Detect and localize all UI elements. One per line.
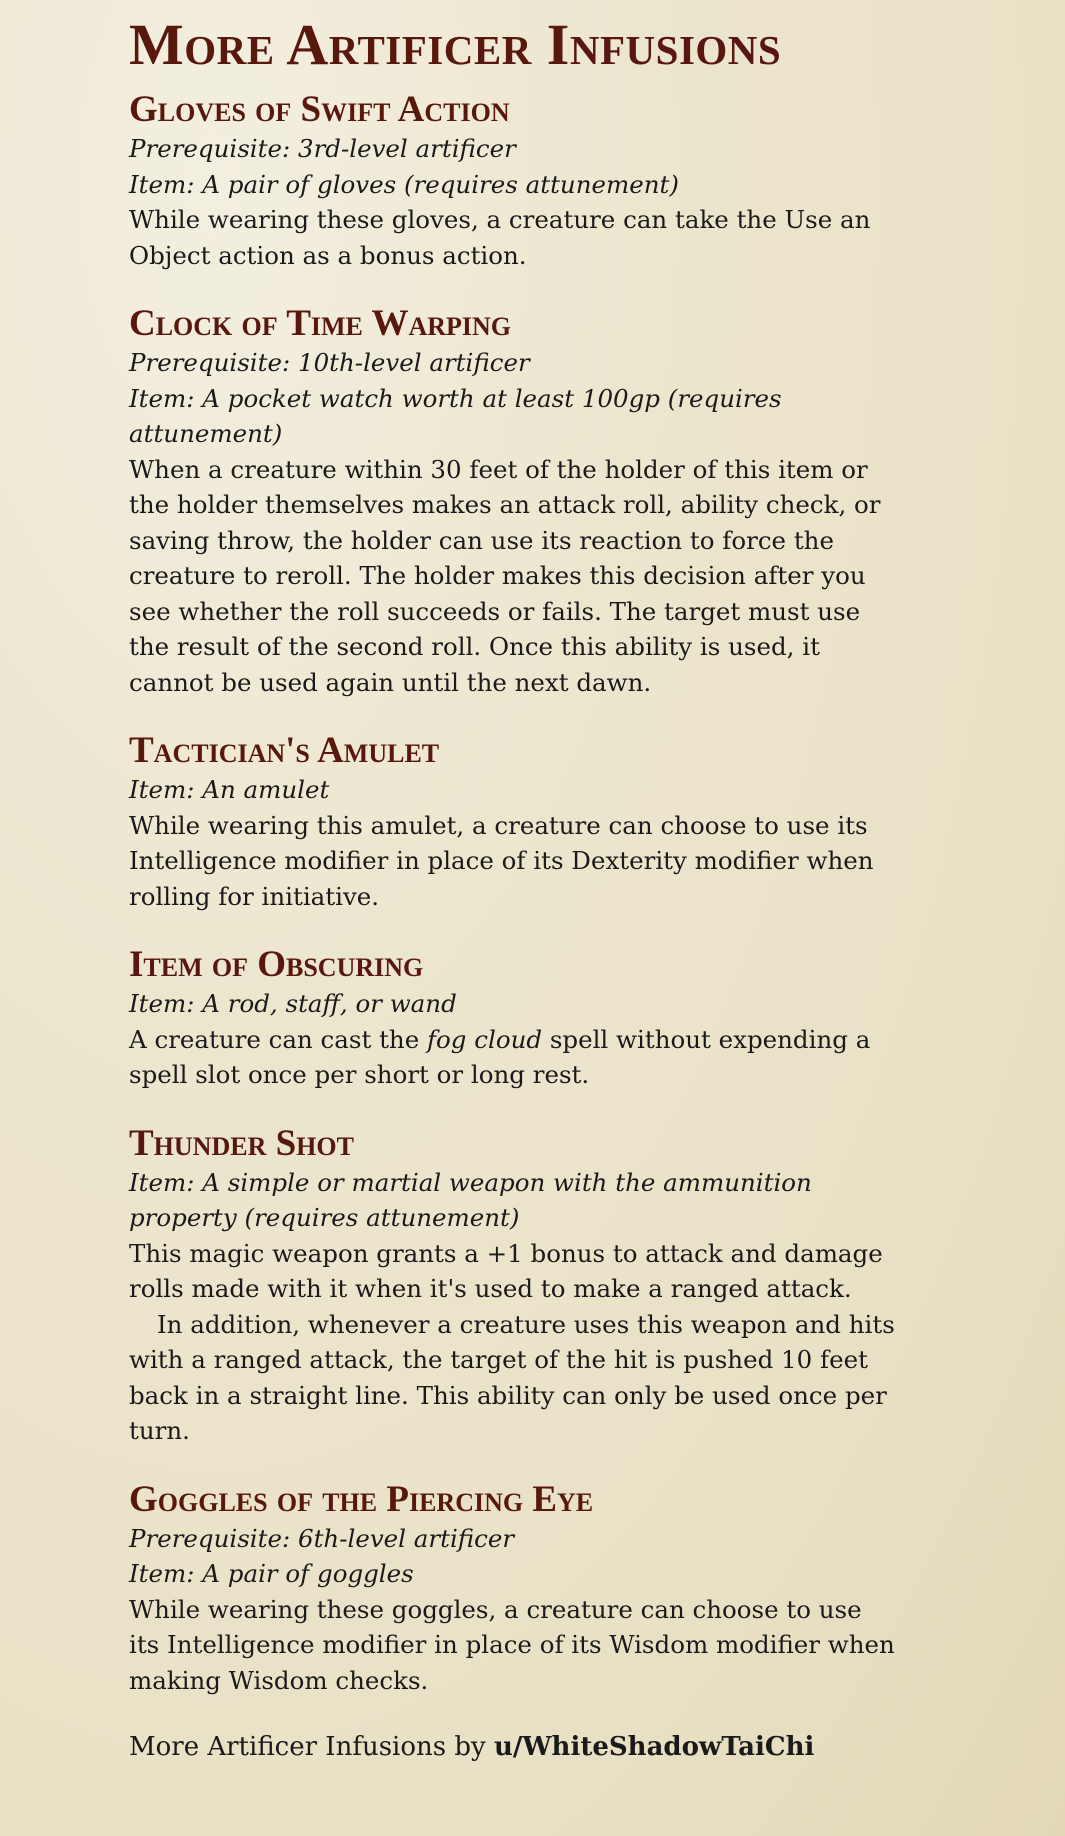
description-text-start: A creature can cast the — [129, 1024, 427, 1054]
prerequisite-text: Prerequisite: 6th-level artificer — [129, 1523, 515, 1553]
item-text: Item: A pocket watch worth at least 100gp (requires attunement) — [129, 383, 782, 448]
description-text: While wearing this amulet, a creature can choose to use its Intelligence modifier in place of its Dexterity modifier when rolling for initiative. — [129, 810, 874, 911]
prerequisite-text: Prerequisite: 10th-level artificer — [129, 348, 530, 377]
description-text: While wearing these goggles, a creature can choose to use its Intelligence modifier in place of its Wisdom modifier when making Wisdom checks. — [129, 1594, 895, 1695]
section-goggles-of-the-piercing-eye — [129, 1480, 899, 1699]
item-text: Item: An amulet — [129, 775, 330, 804]
item-text: Item: A simple or martial weapon with the ammunition property (requires attunement) — [129, 1167, 812, 1232]
credit-line — [129, 1729, 899, 1765]
section-thunder-shot — [129, 1124, 899, 1449]
page-title: More Artificer Infusions — [129, 12, 782, 77]
section-title: Item of Obscuring — [129, 944, 424, 985]
description-text — [129, 1022, 899, 1093]
prerequisite-text: Prerequisite: 3rd-level artificer — [129, 134, 516, 163]
description-text: While wearing these gloves, a creature can take the Use an Object action as a bonus action. — [129, 205, 871, 270]
item-text: Item: A pair of goggles — [129, 1559, 414, 1588]
section-gloves-of-swift-action — [129, 90, 899, 273]
section-title: Thunder Shot — [129, 1122, 354, 1164]
section-title: Tactician's Amulet — [129, 730, 440, 771]
spell-name: fog cloud — [426, 1024, 543, 1054]
description-text: When a creature within 30 feet of the holder of this item or the holder themselves makes an attack roll, ability check, or saving throw, the holder can use its reaction to force the creature to reroll. The holder makes this decision after you see whether the roll succeeds or fails. The target must use the result of the second roll. Once this ability is used, it cannot be used again until the next dawn. — [129, 454, 881, 697]
section-tacticians-amulet — [129, 731, 899, 914]
credit-prefix: More Artificer Infusions by — [129, 1732, 494, 1762]
item-text: Item: A rod, staff, or wand — [129, 989, 457, 1018]
description-text-continued: In addition, whenever a creature uses this weapon and hits with a ranged attack, the target of the hit is pushed 10 feet back in a straight line. This ability can only be used once per turn. — [129, 1309, 895, 1445]
section-title: Gloves of Swift Action — [129, 89, 510, 130]
author-name: u/WhiteShadowTaiChi — [493, 1732, 815, 1762]
item-text: Item: A pair of gloves (requires attunement) — [129, 169, 679, 199]
section-item-of-obscuring — [129, 945, 899, 1093]
description-text-end: spell without expending a spell slot once per short or long rest. — [129, 1024, 871, 1089]
section-clock-of-time-warping — [129, 304, 899, 700]
section-title: Clock of Time Warping — [129, 303, 512, 344]
description-text: This magic weapon grants a +1 bonus to attack and damage rolls made with it when it's used to make a ranged attack. — [129, 1238, 883, 1303]
document-page — [129, 14, 899, 1791]
section-title: Goggles of the Piercing Eye — [129, 1478, 594, 1520]
